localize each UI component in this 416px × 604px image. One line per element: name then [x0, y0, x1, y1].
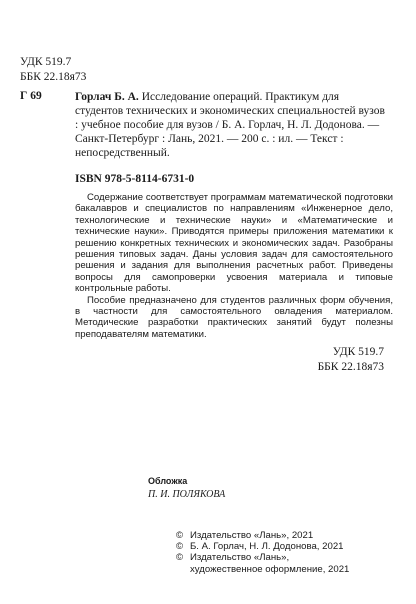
bbk-code: ББК 22.18я73 — [20, 71, 87, 83]
copyright-icon: © — [176, 530, 184, 541]
author-name: Горлач Б. А. — [75, 91, 139, 103]
cover-designer: П. И. ПОЛЯКОВА — [148, 489, 226, 500]
copyright-icon: © — [176, 552, 184, 564]
bbk-code: ББК 22.18я73 — [317, 361, 384, 373]
bibliographic-description: Исследование операций. Практикум для студентов технических и экономических специальностей вузов : учебное пособие для вузов / Б. А. Горлач, Н. Л. Додонова. — Санкт-Петербург : Лань, 2021. — 200 с. : ил. — Текст : непосредственный. — [75, 91, 385, 159]
copyright-line: © Издательство «Лань», 2021 — [176, 530, 314, 541]
copyright-line: художественное оформление, 2021 — [190, 563, 350, 575]
annotation-paragraph: Пособие предназначено для студентов различных форм обучения, в частности для самостоятельного овладения материалом. Методические разработки практических занятий будут полезны преподавателям математики. — [75, 294, 393, 340]
bibliographic-record — [75, 90, 390, 160]
udk-header-block — [20, 55, 86, 85]
udk-code: УДК 519.7 — [20, 56, 72, 68]
isbn: ISBN 978-5-8114-6731-0 — [75, 173, 195, 185]
copyright-icon: © — [176, 541, 184, 553]
copyright-line: © Издательство «Лань», — [176, 552, 290, 564]
udk-footer-block — [318, 345, 384, 375]
copyright-line: © Б. А. Горлач, Н. Л. Додонова, 2021 — [176, 541, 344, 553]
cover-label: Обложка — [148, 476, 188, 486]
author-sign: Г 69 — [20, 90, 42, 102]
udk-code: УДК 519.7 — [332, 346, 384, 358]
annotation — [75, 192, 393, 340]
annotation-paragraph: Содержание соответствует программам математической подготовки бакалавров и специалистов по направлениям «Инженерное дело, технологические и технические науки» и «Математические и технические науки». Приводятся примеры приложения математики к решению конкретных технических и экономических задач. Разобраны решения типовых задач. Даны условия задач для самостоятельного решения и задания для выполнения расчетных работ. Приведены вопросы для самопроверки усвоения материала и типовые контрольные работы. — [75, 192, 393, 295]
copyright-block — [176, 530, 349, 575]
